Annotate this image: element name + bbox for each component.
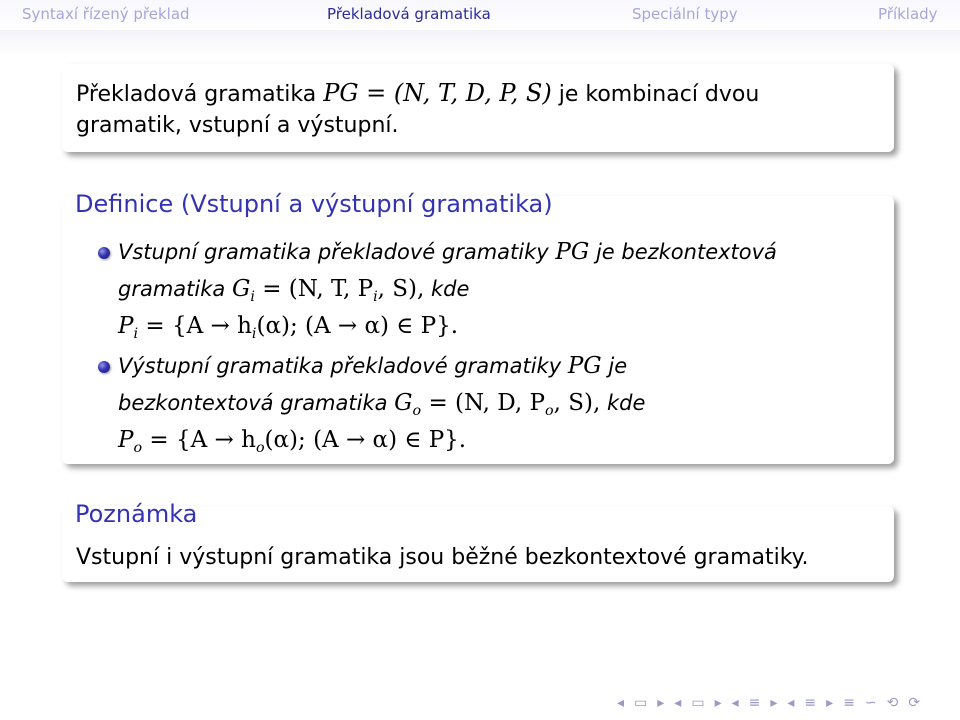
definition-item-text: bezkontextová gramatika <box>118 391 388 415</box>
back-icon[interactable]: ⟲ <box>886 695 899 711</box>
intro-formula: PG = (N, T, D, P, S) <box>323 79 552 107</box>
formula-grammar: $G_i = (N$, T, $P_i$, S), <box>231 276 425 305</box>
definition-item-text: Vstupní gramatika překladové gramatiky <box>118 240 549 264</box>
formula-rules: $P_i = \{A \to h_i(\alpha)$; (A → α) ∈ P}. <box>118 313 459 342</box>
definition-list <box>62 234 894 459</box>
definition-item-text: je bezkontextová <box>595 240 777 264</box>
nav-item-syntax-directed[interactable]: Syntaxí řízený překlad <box>22 5 190 23</box>
formula-rules: $P_o = \{A \to h_o(\alpha)$; (A → α) ∈ P}. <box>118 427 467 456</box>
top-navbar <box>0 0 960 30</box>
section-icon[interactable]: ≡ <box>804 695 817 711</box>
navbar-shadow <box>0 30 960 54</box>
definition-item-text: je <box>608 354 628 378</box>
frame-icon[interactable]: ▭ <box>691 695 705 711</box>
search-icon[interactable]: ∽ <box>864 695 877 711</box>
nav-item-examples[interactable]: Příklady <box>878 5 938 23</box>
nav-next-subsection-icon[interactable]: ▸ <box>770 695 778 711</box>
nav-next-frame-icon[interactable]: ▸ <box>714 695 722 711</box>
note-box <box>62 506 894 582</box>
subsection-icon[interactable]: ≡ <box>748 695 761 711</box>
definition-item-input <box>62 234 894 345</box>
intro-text-part-2: je kombinací dvou <box>558 82 760 107</box>
slide-navigation <box>617 695 920 713</box>
formula-grammar: $G_o = (N$, D, $P_o$, S), <box>394 390 601 419</box>
definition-body <box>62 234 894 459</box>
nav-item-special-types[interactable]: Speciální typy <box>632 5 738 23</box>
definition-item-text: gramatika <box>118 277 226 301</box>
nav-next-section-icon[interactable]: ▸ <box>826 695 834 711</box>
nav-prev-subsection-icon[interactable]: ◂ <box>731 695 739 711</box>
intro-text-part-1: Překladová gramatika <box>76 82 317 107</box>
document-icon[interactable]: ≡ <box>843 695 855 711</box>
bullet-icon <box>98 361 110 373</box>
note-title: Poznámka <box>75 500 198 528</box>
intro-box <box>62 64 894 152</box>
intro-line-2: gramatik, vstupní a výstupní. <box>76 113 399 138</box>
formula-pg: PG <box>555 239 590 265</box>
definition-item-text: kde <box>431 277 470 301</box>
slide-icon[interactable]: ▭ <box>634 695 648 711</box>
formula-pg: PG <box>567 353 602 379</box>
definition-title: Definice (Vstupní a výstupní gramatika) <box>75 190 553 218</box>
bullet-icon <box>98 247 110 259</box>
nav-prev-slide-icon[interactable]: ◂ <box>617 695 625 711</box>
definition-box <box>62 196 894 464</box>
nav-prev-section-icon[interactable]: ◂ <box>787 695 795 711</box>
nav-next-slide-icon[interactable]: ▸ <box>657 695 665 711</box>
forward-icon[interactable]: ⟳ <box>908 695 921 711</box>
intro-text <box>76 78 759 141</box>
definition-item-output <box>62 348 894 459</box>
nav-prev-frame-icon[interactable]: ◂ <box>674 695 682 711</box>
note-text: Vstupní i výstupní gramatika jsou běžné bezkontextové gramatiky. <box>76 545 809 570</box>
definition-item-text: kde <box>606 391 646 415</box>
nav-item-translation-grammar[interactable]: Překladová gramatika <box>327 5 491 23</box>
definition-item-text: Výstupní gramatika překladové gramatiky <box>118 354 562 378</box>
